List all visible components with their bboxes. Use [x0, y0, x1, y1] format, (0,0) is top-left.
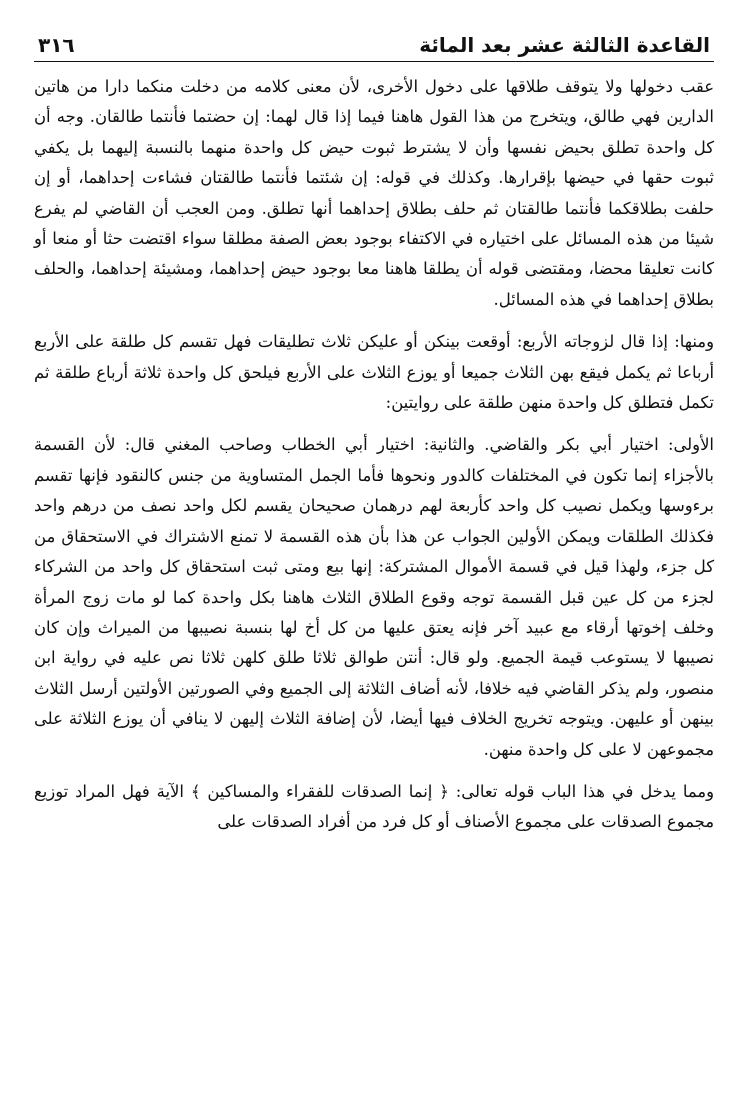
- paragraph-3: الأولى: اختيار أبي بكر والقاضي. والثانية: اختيار أبي الخطاب وصاحب المغني قال: لأن القسمة بالأجزاء إنما تكون في المختلفات كالدور ونحوها فأما الجمل المتساوية من جنس كالنقود فإنها تقسم برءوسها ويكمل نصيب كل واحد كأربعة لهم درهمان صحيحان يقسم لكل واحد نصف من درهم واحد فكذلك الطلقات ويمكن الأولين الجواب عن هذا بأن هذه القسمة لا تمنع الاشتراك في الاستحقاق من كل جزء، ولهذا قيل في قسمة الأموال المشتركة: إنها بيع ومتى ثبت استحقاق كل واحد من الشركاء لجزء من كل عين قبل القسمة توجه وقوع الطلاق الثلاث هاهنا بكل واحدة كما لو مات زوج المرأة وخلف إخوتها أرقاء مع عبيد آخر فإنه يعتق عليها من كل أخ لها بنسبة نصيبها من الميراث وإن كان نصيبها لا يستوعب قيمة الجميع. ولو قال: أنتن طوالق ثلاثا طلق كلهن ثلاثا نص عليه في رواية ابن منصور، ولم يذكر القاضي فيه خلافا، لأنه أضاف الثلاثة إلى الجميع وفي الصورتين الأولتين أرسل الثلاث بينهن أو عليهن. ويتوجه تخريج الخلاف فيها أيضا، لأن إضافة الثلاث إليهن لا ينافي أن يوزع الثلاثة على مجموعهن لا على كل واحدة منهن.: [34, 435, 714, 759]
- paragraph-4: ومما يدخل في هذا الباب قوله تعالى: ﴿ إنما الصدقات للفقراء والمساكين ﴾ الآية فهل المراد توزيع مجموع الصدقات على مجموع الأصناف أو كل فرد من أفراد الصدقات على: [34, 781, 714, 832]
- paragraph-1: عقب دخولها ولا يتوقف طلاقها على دخول الأخرى، لأن معنى كلامه من دخلت منكما دارا من هاتين الدارين فهي طالق، ويتخرج من هذا القول هاهنا فيما إذا قال لهما: إن حضتما فأنتما طالقان. وجه أن كل واحدة تطلق بحيض نفسها وأن لا يشترط ثبوت حيض كل واحدة منهما بالنسبة إليهما بل يكفي ثبوت حقها في حيضها بإقرارها. وكذلك في قوله: إن شئتما فأنتما طالقتان فشاءت إحداهما، أو إن حلفت بطلاقكما فأنتما طالقتان ثم حلف بطلاق إحداهما أنها تطلق. ومن العجب أن القاضي لم يفرع شيئا من هذه المسائل على اختياره في الاكتفاء بوجود بعض الصفة مطلقا سواء اقتضت حثا أو منعا أو كانت تعليقا محضا، ومقتضى قوله أن يطلقا هاهنا معا بوجود حيض إحداهما، ومشيئة إحداهما، والحلف بطلاق إحداهما في هذه المسائل.: [34, 77, 714, 309]
- body-text: [34, 72, 714, 838]
- page-number: ٣١٦: [38, 33, 75, 57]
- running-title: القاعدة الثالثة عشر بعد المائة: [419, 33, 710, 57]
- book-page: [34, 28, 714, 1078]
- paragraph-2: ومنها: إذا قال لزوجاته الأربع: أوقعت بينكن أو عليكن ثلاث تطليقات فهل تقسم كل طلقة على الأربع أرباعا ثم يكمل فيقع بهن الثلاث جميعا أو يوزع الثلاث على الأربع فيلحق كل واحدة ثلاثة أرباع طلقة ثم تكمل فتطلق كل واحدة منهن طلقة على روايتين:: [34, 332, 714, 413]
- page-header: [34, 28, 714, 62]
